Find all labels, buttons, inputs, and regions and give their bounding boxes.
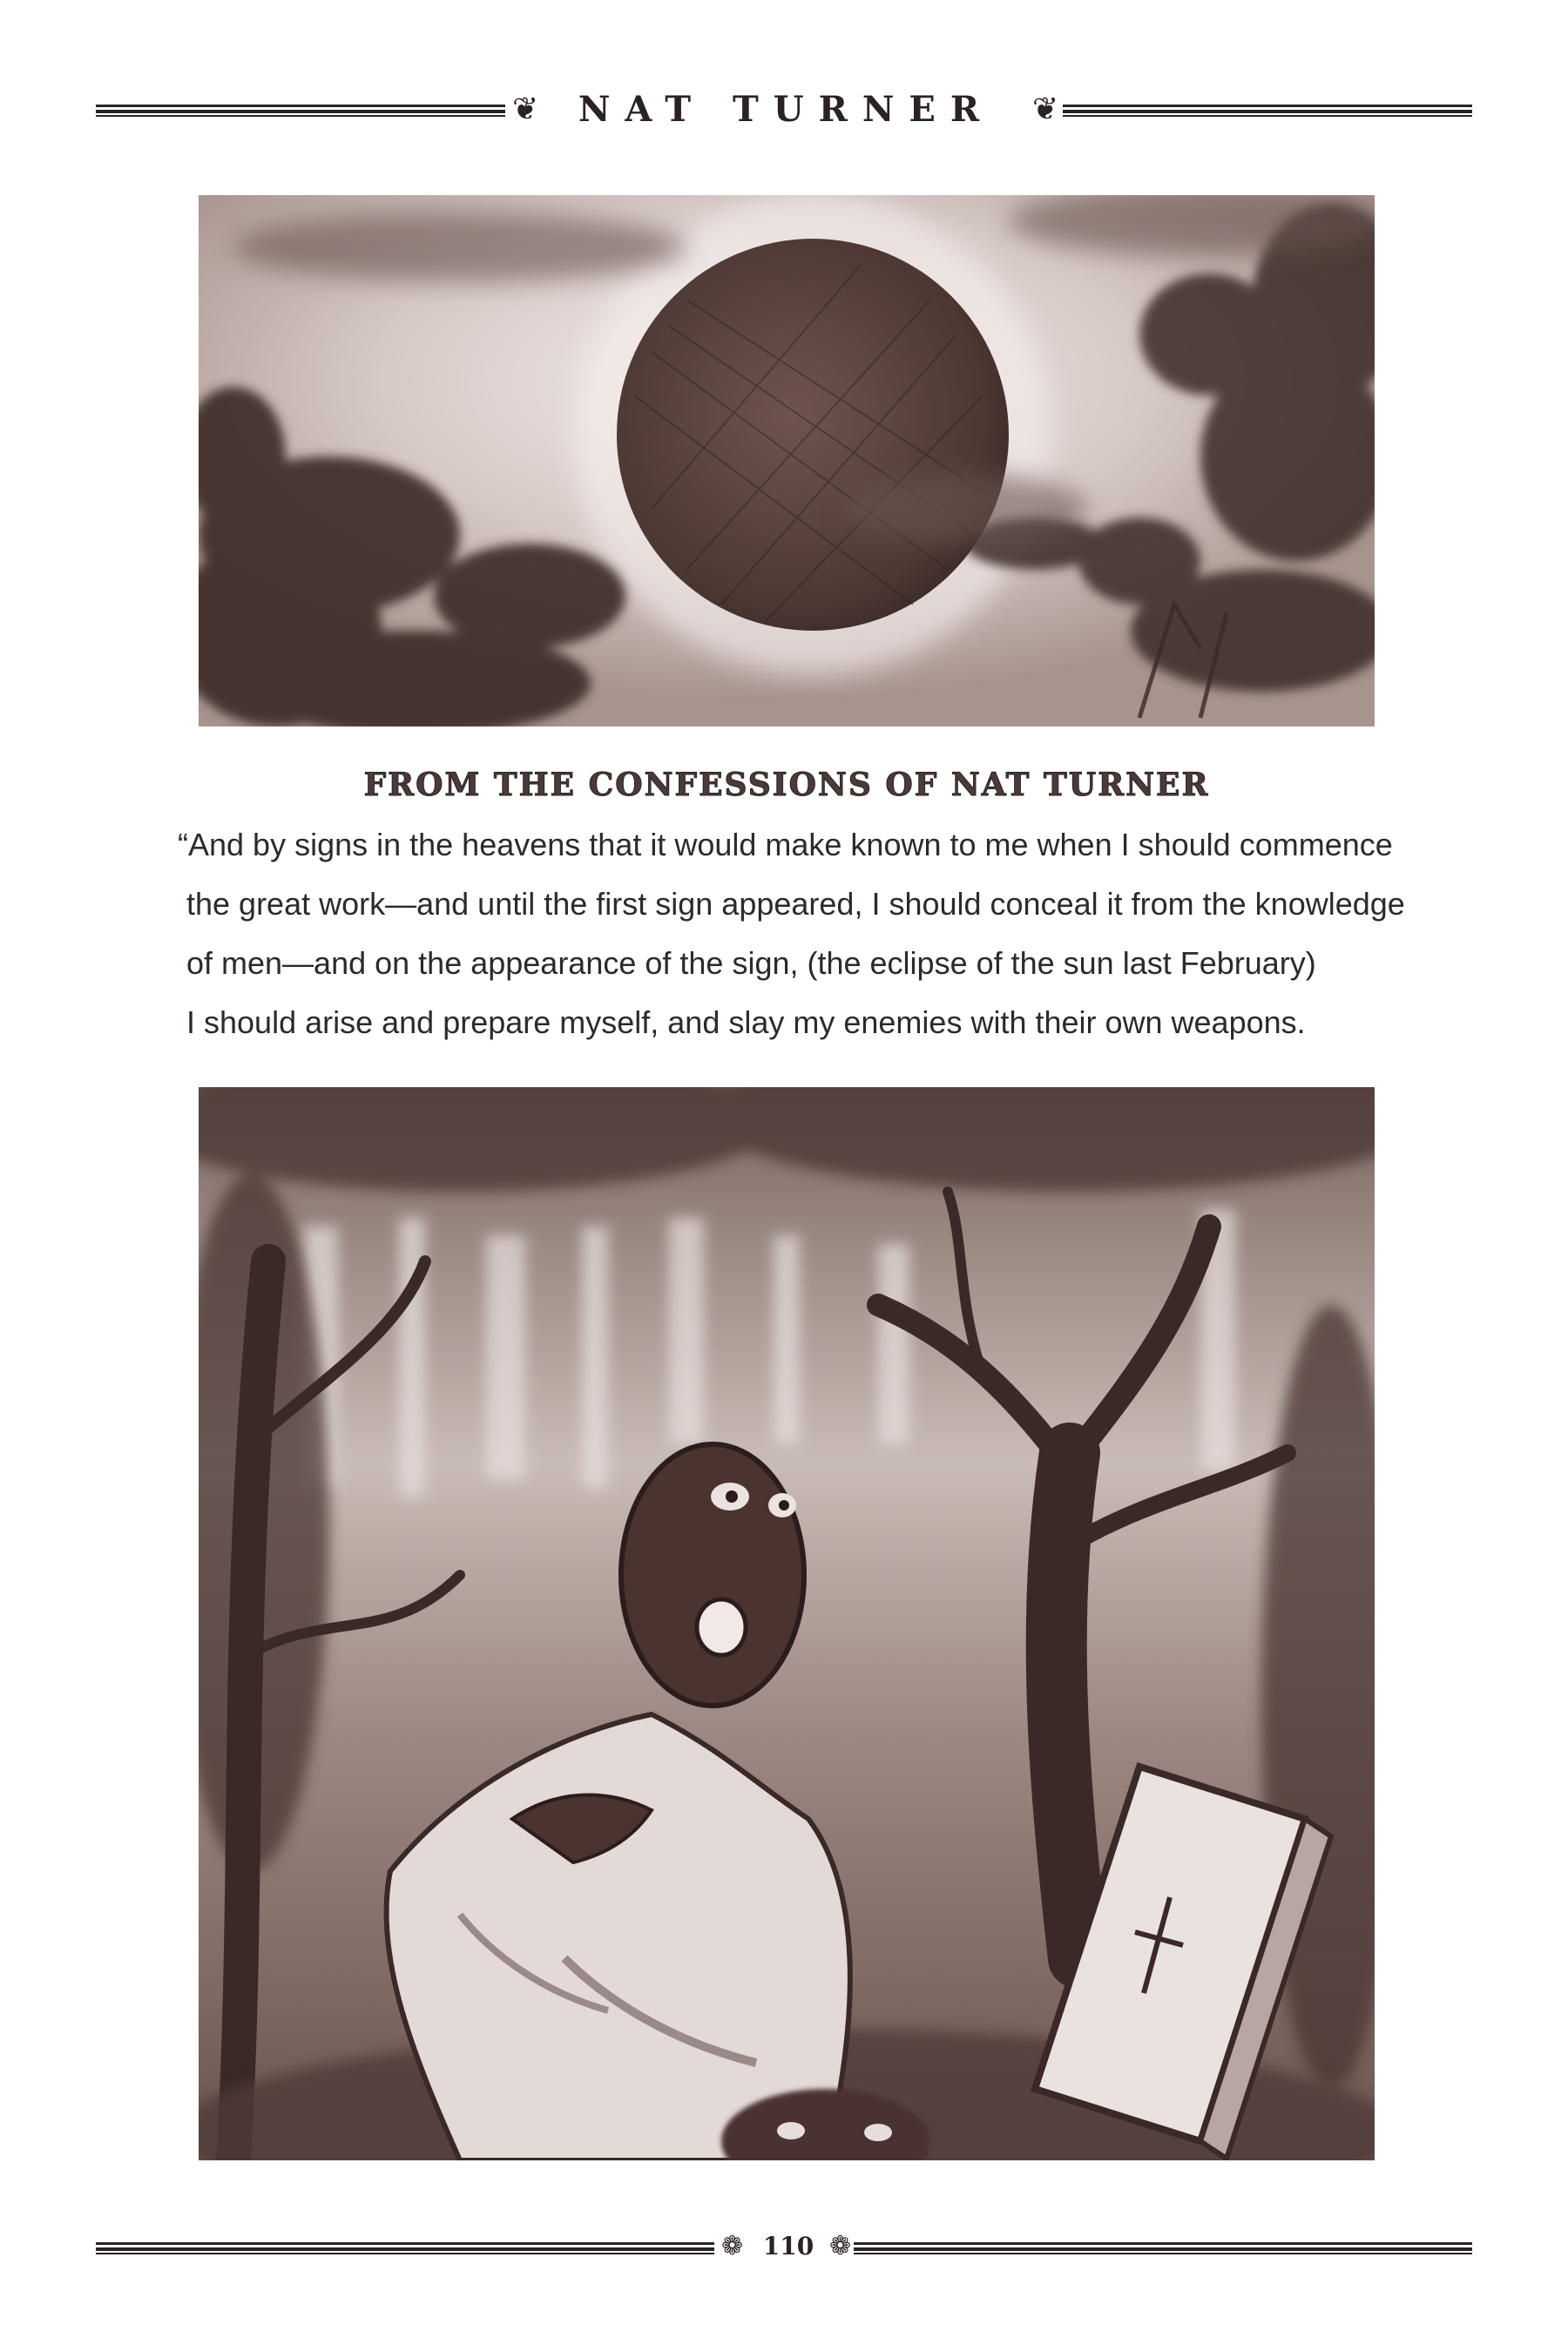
quote-line: “And by signs in the heavens that it would make known to me when I should commence	[178, 827, 1393, 862]
flower-ornament-icon: ❁	[721, 2231, 744, 2261]
fleuron-ornament-icon: ❦	[512, 91, 539, 127]
footer-rule-right	[854, 2242, 1472, 2254]
quote-line: I should arise and prepare myself, and slay my enemies with their own weapons.	[186, 1004, 1306, 1040]
eclipse-drawing	[199, 195, 1375, 727]
page-footer	[96, 2232, 1472, 2267]
excerpt-heading: FROM THE CONFESSIONS OF NAT TURNER	[363, 767, 1210, 803]
quote-line: the great work—and until the first sign appeared, I should conceal it from the knowledge	[186, 886, 1405, 922]
header-rule-left	[96, 105, 505, 117]
quote-line: of men—and on the appearance of the sign, (the eclipse of the sun last February)	[186, 945, 1316, 981]
header-rule-right	[1063, 105, 1472, 117]
running-title: NAT TURNER	[578, 89, 995, 130]
flower-ornament-icon: ❁	[829, 2231, 852, 2261]
forest-figure-illustration	[199, 1087, 1375, 2160]
fleuron-ornament-icon: ❦	[1032, 91, 1059, 127]
page-number: 110	[762, 2232, 814, 2261]
footer-rule-left	[96, 2242, 714, 2254]
forest-figure-drawing	[199, 1087, 1375, 2160]
eclipse-illustration	[199, 195, 1375, 727]
running-header	[96, 85, 1472, 138]
figure-head	[621, 1444, 804, 1706]
